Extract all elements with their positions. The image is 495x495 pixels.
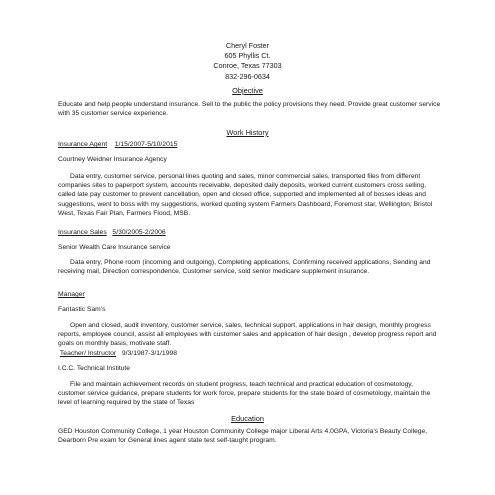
job-company: Senior Wealth Care Insurance service [58,244,171,251]
city-state-zip: Conroe, Texas 77303 [213,61,282,71]
job-description: Data entry, Phone room (incoming and outgoing), Completing applications, Confirming received applications, Sending and receiving mail, Direction correspondence, Customer service, sold senior medicare supplement insurance. [58,259,431,276]
objective-heading: Objective [232,86,263,95]
job-dates: 9/3/1987-3/1/1998 [121,350,178,357]
job-title: Teacher/ Instructor [59,350,117,357]
job-heading [58,229,166,236]
job-heading [58,141,177,148]
job-heading [58,350,177,357]
job-heading [58,291,85,298]
job-company: Fantastic Sam’s [58,306,106,313]
contact-header [0,41,495,82]
work-history-heading: Work History [226,128,269,137]
job-dates: 5/30/2005-2/2006 [112,229,166,236]
education-text: GED Houston Community College, 1 year Houston Community College major Liberal Arts 4.0GPA, Victoria’s Beauty College, Dearborn Pre exam for General lines agent state test self-taught program. [58,428,428,445]
candidate-name: Cheryl Foster [225,41,270,50]
job-title: Insurance Agent [58,141,108,148]
phone-number: 832-296-0634 [225,71,270,81]
job-description: Data entry, customer service, personal lines quoting and sales, minor commercial sales, transported files from different companies sites to paperport system, accounts receivable, deposited daily deposits, worked current customers cross selling, called late pay customer to prevent cancellation, open and closed office, supported and implemented all of bosses ideas and suggestions, went to boss with my suggestions, worked quoting system Farmers Dashboard, Foremost star, Wellington, Bristol West, Texas Fair Plan, Farmers Flood, MSB. [58,173,433,217]
job-dates: 1/15/2007-5/10/2015 [114,141,178,148]
job-title: Manager [58,291,85,298]
job-description: Open and closed, audit inventory, customer service, sales, technical support, applications in hair design, monthly progress reports, employee council, assist all employees with customer sales and application of hair design , develop progress report and goals on monthly basis, motivate staff. [58,322,437,348]
job-title: Insurance Sales [58,229,107,236]
objective-text: Educate and help people understand insurance. Sell to the public the policy provisions they need. Provide great customer service with 35 customer service experience. [58,101,441,118]
street-address: 605 Phyllis Ct. [224,51,271,61]
education-heading: Education [231,414,264,423]
job-company: I.C.C. Technical Institute [58,365,130,372]
job-company: Courtney Weidner Insurance Agency [58,156,167,163]
job-description: File and maintain achievement records on student progress, teach technical and practical education of cosmetology, customer service guidance, prepare students for work force, prepare students for the state board of cosmetology, maintain the level of learning required by the state of Texas [58,381,431,407]
